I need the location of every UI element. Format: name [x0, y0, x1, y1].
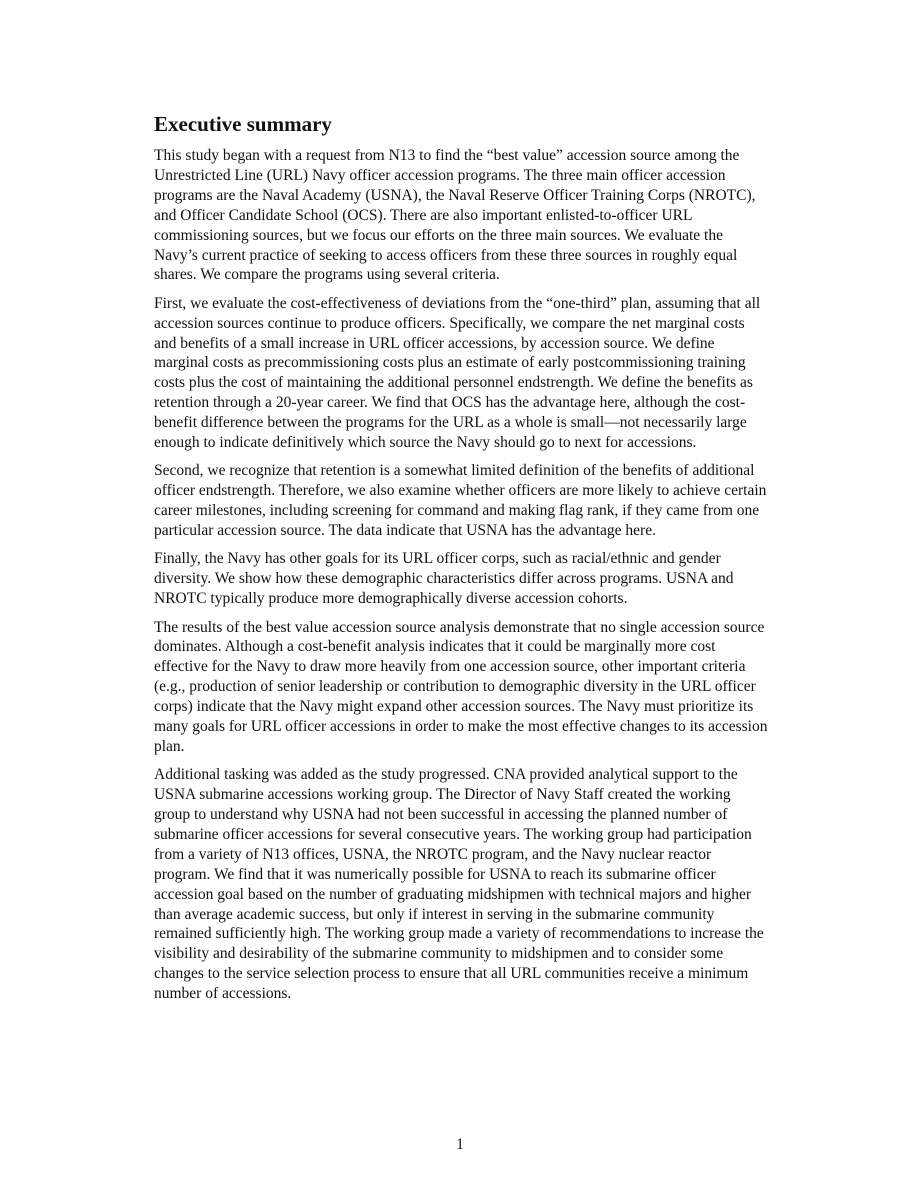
paragraph-submarine-tasking: Additional tasking was added as the study progressed. CNA provided analytical support to the USNA submarine accessions working group. The Director of Navy Staff created the working group to understand why USNA had not been successful in accessing the planned number of submarine officer accessions for several consecutive years. The working group had participation from a variety of N13 offices, USNA, the NROTC program, and the Navy nuclear reactor program. We find that it was numerically possible for USNA to reach its submarine officer accession goal based on the number of graduating midshipmen with technical majors and higher than average academic success, but only if interest in serving in the submarine community remained sufficiently high. The working group made a variety of recommendations to increase the visibility and desirability of the submarine community to midshipmen and to consider some changes to the service selection process to ensure that all URL communities receive a minimum number of accessions. — [154, 766, 764, 1003]
page-number: 1 — [456, 1136, 464, 1153]
section-heading: Executive summary — [154, 112, 332, 136]
paragraph-cost-effectiveness: First, we evaluate the cost-effectiveness of deviations from the “one-third” plan, assuming that all accession sources continue to produce officers. Specifically, we compare the net marginal costs and benefits of a small increase in URL officer accessions, by accession source. We define marginal costs as precommissioning costs plus an estimate of early postcommissioning training costs plus the cost of maintaining the additional personnel endstrength. We define the benefits as retention through a 20-year career. We find that OCS has the advantage here, although the cost-benefit difference between the programs for the URL as a whole is small—not necessarily large enough to indicate definitively which source the Navy should go to next for accessions. — [154, 294, 761, 452]
document-page — [154, 111, 768, 1013]
paragraph-career-milestones: Second, we recognize that retention is a somewhat limited definition of the benefits of additional officer endstrength. Therefore, we also examine whether officers are more likely to achieve certain career milestones, including screening for command and making flag rank, if they came from one particular accession source. The data indicate that USNA has the advantage here. — [154, 462, 767, 540]
paragraph-diversity: Finally, the Navy has other goals for its URL officer corps, such as racial/ethnic and gender diversity. We show how these demographic characteristics differ across programs. USNA and NROTC typically produce more demographically diverse accession cohorts. — [154, 550, 734, 608]
paragraph-results: The results of the best value accession source analysis demonstrate that no single accession source dominates. Although a cost-benefit analysis indicates that it could be marginally more cost effective for the Navy to draw more heavily from one accession source, other important criteria (e.g., production of senior leadership or contribution to demographic diversity in the URL officer corps) indicate that the Navy might expand other accession sources. The Navy must prioritize its many goals for URL officer accessions in order to make the most effective changes to its accession plan. — [154, 618, 768, 755]
paragraph-intro: This study began with a request from N13 to find the “best value” accession source among the Unrestricted Line (URL) Navy officer accession programs. The three main officer accession programs are the Naval Academy (USNA), the Naval Reserve Officer Training Corps (NROTC), and Officer Candidate School (OCS). There are also important enlisted-to-officer URL commissioning sources, but we focus our efforts on the three main sources. We evaluate the Navy’s current practice of seeking to access officers from these three sources in roughly equal shares. We compare the programs using several criteria. — [154, 147, 756, 284]
